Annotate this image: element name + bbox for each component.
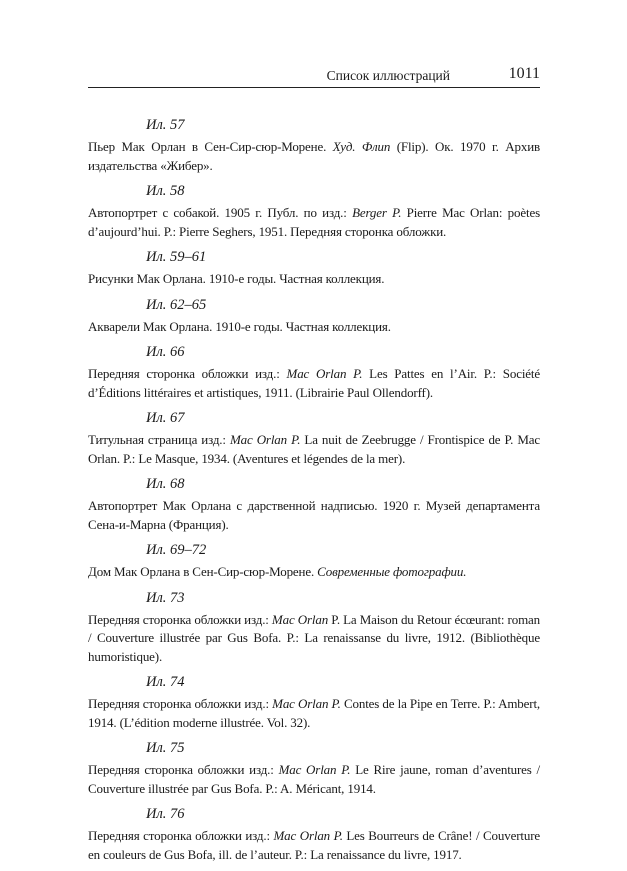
header-title: Список иллюстраций: [326, 68, 450, 83]
entry-label: Ил. 59–61: [146, 249, 207, 265]
entry-label: Ил. 76: [146, 806, 185, 822]
entry-text: Передняя сторонка обложки изд.: Mac Orlan P. Les Bourreurs de Crâne! / Couverture en couleurs de Gus Bofa, ill. de l’auteur. P.: La renaissance du livre, 1917.: [88, 828, 540, 862]
entry-text: Передняя сторонка обложки изд.: Mac Orlan P. Contes de la Pipe en Terre. P.: Ambert, 1914. (L’édition moderne illustrée. Vol. 32).: [88, 696, 541, 730]
entry-text: Передняя сторонка обложки изд.: Mac Orlan P. Le Rire jaune, roman d’aventures / Couverture illustrée par Gus Bofa. P.: A. Méricant, 1914.: [88, 762, 541, 796]
list-item: [88, 541, 540, 582]
list-item: [88, 409, 540, 468]
entry-label: Ил. 66: [146, 344, 185, 360]
list-item: [88, 182, 540, 241]
entry-label: Ил. 73: [146, 589, 185, 606]
list-item: [88, 116, 540, 175]
entry-label: Ил. 67: [146, 410, 185, 426]
entry-text: Автопортрет Мак Орлана с дарственной надписью. 1920 г. Музей департамента Сена-и-Марна (Франция).: [88, 498, 540, 532]
entry-text: Автопортрет с собакой. 1905 г. Публ. по изд.: Berger P. Pierre Mac Orlan: poètes d’aujourd’hui. P.: Pierre Seghers, 1951. Передняя сторонка обложки.: [88, 205, 540, 239]
entry-text: Титульная страница изд.: Mac Orlan P. La nuit de Zeebrugge / Frontispice de P. Mac Orlan. P.: Le Masque, 1934. (Aventures et légendes de la mer).: [88, 432, 540, 466]
list-item: [88, 475, 540, 534]
list-item: [88, 248, 540, 289]
list-item: [88, 589, 540, 667]
page-number: 1011: [508, 65, 540, 82]
entry-text: Дом Мак Орлана в Сен-Сир-сюр-Морене. Современные фотографии.: [88, 564, 467, 579]
illustration-list: [88, 116, 540, 871]
list-item: [88, 805, 540, 864]
entry-label: Ил. 57: [146, 117, 185, 133]
entry-text: Передняя сторонка обложки изд.: Mac Orlan P. Les Pattes en l’Air. P.: Société d’Éditions littéraires et artistiques, 1911. (Librairie Paul Ollendorff).: [88, 366, 541, 400]
entry-label: Ил. 62–65: [146, 296, 207, 313]
list-item: [88, 343, 540, 402]
entry-label: Ил. 74: [146, 674, 185, 690]
entry-label: Ил. 75: [146, 740, 185, 756]
entry-text: Рисунки Мак Орлана. 1910-е годы. Частная коллекция.: [88, 271, 385, 286]
running-header: [88, 62, 540, 86]
entry-text: Пьер Мак Орлан в Сен-Сир-сюр-Морене. Худ. Флип (Flip). Ок. 1970 г. Архив издательства «Жибер».: [88, 139, 541, 173]
entry-text: Акварели Мак Орлана. 1910-е годы. Частная коллекция.: [88, 318, 391, 334]
entry-text: Передняя сторонка обложки изд.: Mac Orlan P. La Maison du Retour écœurant: roman / Couverture illustrée par Gus Bofa. P.: La renaissanse du livre, 1912. (Bibliothèque humoristique).: [88, 611, 540, 664]
list-item: [88, 739, 540, 798]
entry-label: Ил. 69–72: [146, 542, 207, 558]
entry-label: Ил. 58: [146, 183, 185, 199]
entry-label: Ил. 68: [146, 476, 185, 492]
list-item: [88, 673, 540, 732]
header-rule: [88, 87, 540, 88]
list-item: [88, 296, 540, 337]
